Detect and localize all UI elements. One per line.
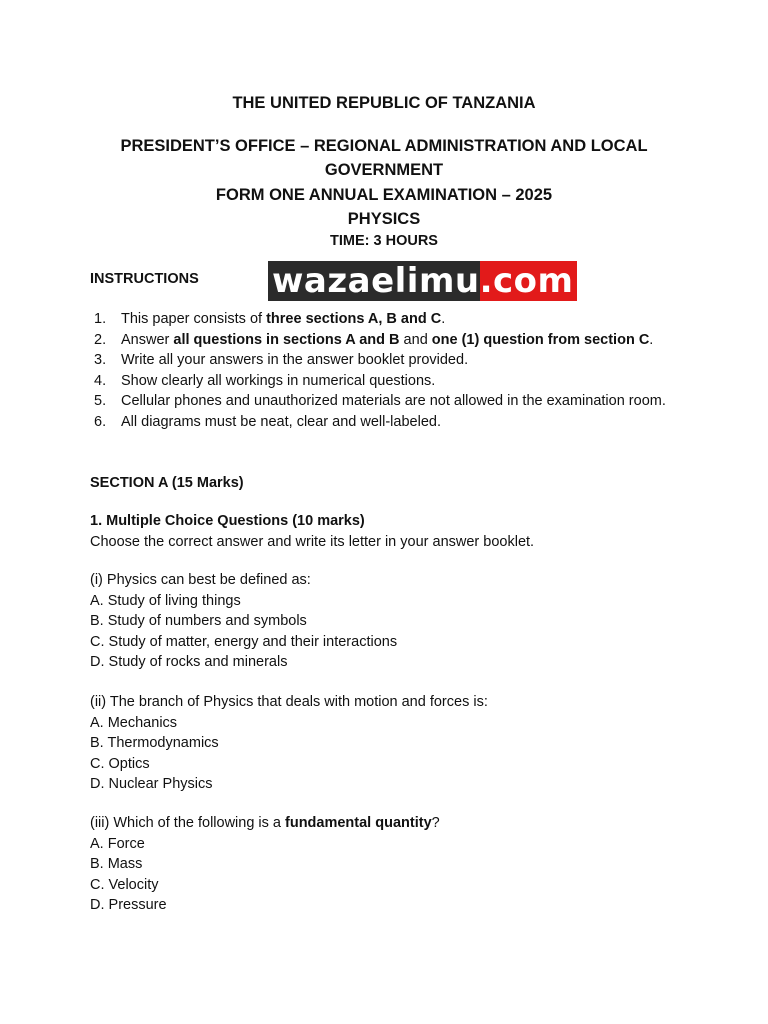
mcq-option: C. Velocity — [90, 876, 159, 893]
mcq-item — [90, 692, 710, 795]
mcq-option: C. Optics — [90, 755, 150, 772]
wazaelimu-logo — [268, 261, 577, 301]
instruction-item — [90, 391, 690, 412]
exam-heading: FORM ONE ANNUAL EXAMINATION – 2025 — [215, 186, 553, 204]
question-1-block — [90, 511, 710, 552]
mcq-stem: (iii) Which of the following is a fundamental quantity? — [90, 815, 440, 831]
mcq-item — [90, 570, 710, 673]
mcq-option: D. Pressure — [90, 897, 167, 913]
instruction-number: 4. — [94, 372, 107, 389]
instruction-text: Cellular phones and unauthorized materials are not allowed in the examination room. — [121, 393, 666, 409]
instruction-number: 3. — [94, 352, 107, 368]
mcq-option: D. Study of rocks and minerals — [90, 654, 288, 670]
instructions-label: INSTRUCTIONS — [90, 271, 199, 287]
mcq-option: B. Thermodynamics — [90, 735, 219, 751]
mcq-option: A. Force — [90, 835, 145, 852]
question-1-instruction: Choose the correct answer and write its letter in your answer booklet. — [90, 533, 535, 550]
mcq-option: D. Nuclear Physics — [90, 776, 213, 792]
mcq-option: A. Study of living things — [90, 592, 241, 609]
subject-heading: PHYSICS — [347, 210, 421, 228]
instruction-number: 6. — [94, 413, 107, 430]
instruction-text: Show clearly all workings in numerical questions. — [121, 372, 436, 389]
mcq-option: C. Study of matter, energy and their interactions — [90, 633, 398, 650]
mcq-option: B. Study of numbers and symbols — [90, 613, 307, 629]
office-heading-line2: GOVERNMENT — [324, 161, 444, 179]
mcq-stem: (ii) The branch of Physics that deals with motion and forces is: — [90, 694, 488, 710]
instruction-item — [90, 412, 690, 433]
instruction-item — [90, 330, 690, 351]
logo-part-name: wazaelimu — [268, 261, 480, 301]
mcq-option: A. Mechanics — [90, 714, 178, 731]
mcq-item — [90, 813, 710, 916]
instructions-list — [90, 309, 690, 432]
office-heading-line1: PRESIDENT’S OFFICE – REGIONAL ADMINISTRATION AND LOCAL — [120, 137, 648, 155]
instruction-number: 5. — [94, 393, 107, 409]
instruction-text: Write all your answers in the answer booklet provided. — [121, 352, 469, 368]
instruction-item — [90, 350, 690, 371]
logo-part-domain: .com — [480, 261, 578, 301]
time-heading: TIME: 3 HOURS — [330, 233, 438, 249]
mcq-stem: (i) Physics can best be defined as: — [90, 572, 311, 588]
instruction-item — [90, 371, 690, 392]
mcq-option: B. Mass — [90, 856, 143, 872]
question-1-title: 1. Multiple Choice Questions (10 marks) — [90, 513, 365, 529]
instruction-number: 2. — [94, 331, 107, 348]
country-heading: THE UNITED REPUBLIC OF TANZANIA — [232, 94, 536, 112]
instruction-number: 1. — [94, 311, 107, 327]
instruction-text: Answer all questions in sections A and B and one (1) question from section C. — [121, 331, 654, 348]
instruction-text: This paper consists of three sections A, B and C. — [121, 311, 446, 327]
instruction-item — [90, 309, 690, 330]
instruction-text: All diagrams must be neat, clear and well-labeled. — [121, 413, 441, 430]
section-a-title: SECTION A (15 Marks) — [90, 475, 244, 491]
